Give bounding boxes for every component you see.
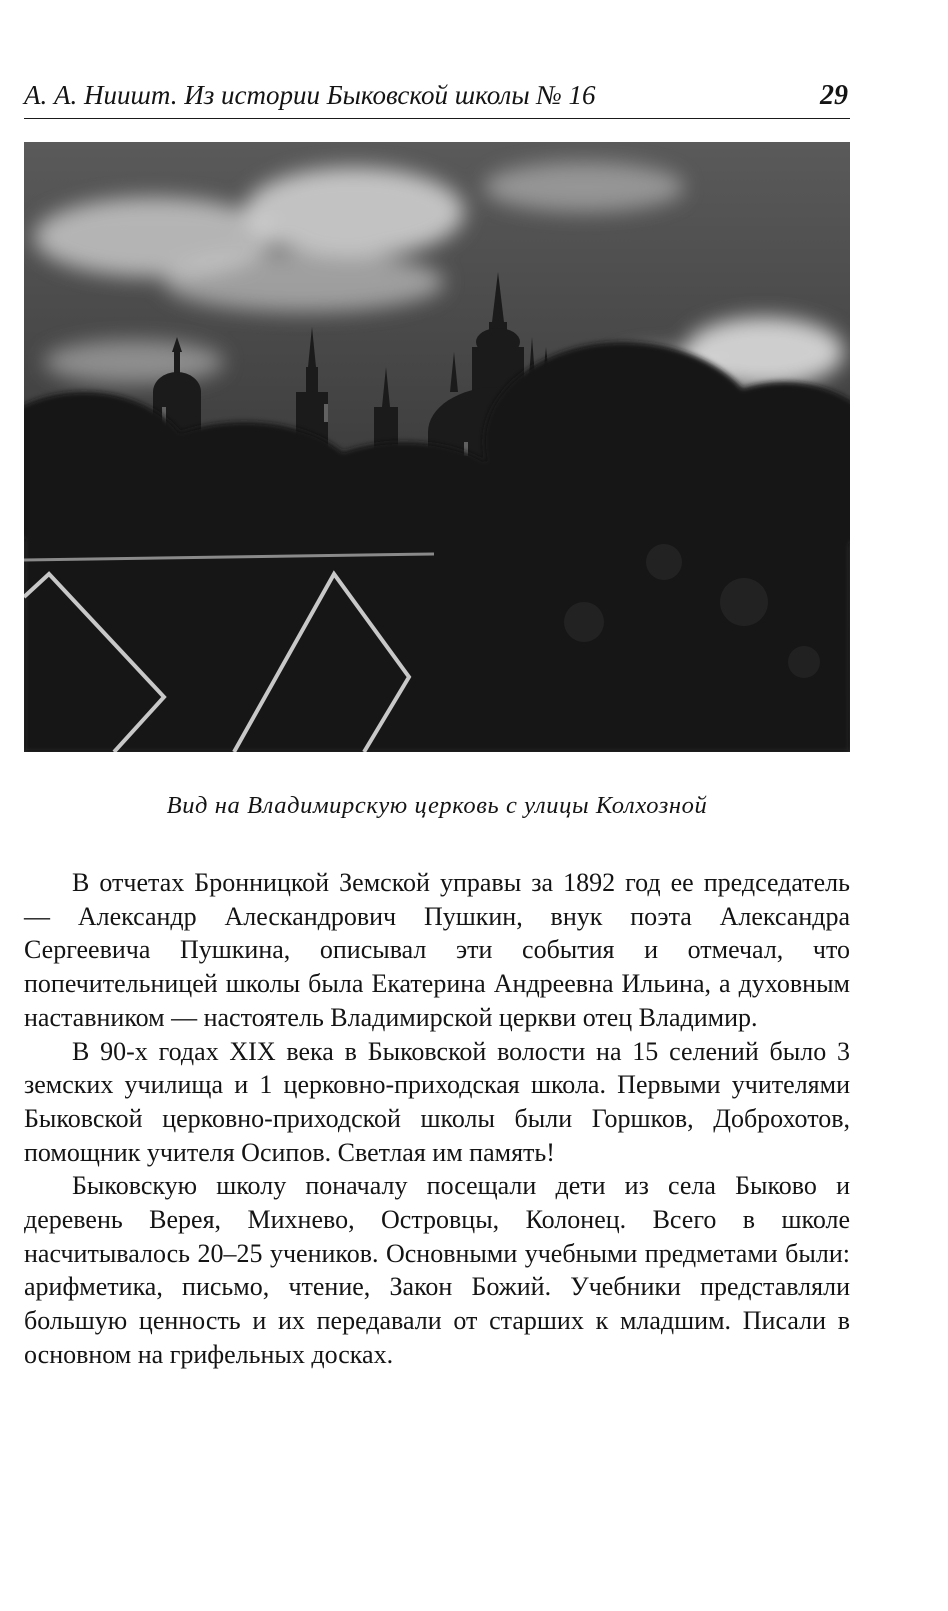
body-text [24, 866, 850, 1372]
header-chapter-title: Из истории Быковской школы № 16 [184, 80, 596, 110]
header-author: А. А. Ниишт. [24, 80, 178, 110]
paragraph: Быковскую школу поначалу посещали дети из села Быково и деревень Верея, Михнево, Островцы, Колонец. Всего в школе насчитывалось 20–25 учеников. Основными учебными предметами были: арифметика, письмо, чтение, Закон Божий. Учебники представляли большую ценность и их передавали от старших к младшим. Писали в основном на грифельных досках. [24, 1171, 850, 1369]
church-photo [24, 142, 850, 752]
running-header [24, 78, 850, 119]
running-header-title [24, 80, 596, 111]
page-number: 29 [820, 80, 848, 111]
figure-caption: Вид на Владимирскую церковь с улицы Колхозной [166, 792, 708, 819]
paragraph: В 90-х годах XIX века в Быковской волости на 15 селений было 3 земских училища и 1 церковно-приходская школа. Первыми учителями Быковской церковно-приходской школы были Горшков, Доброхотов, помощник учителя Осипов. Светлая им память! [24, 1036, 850, 1167]
church-photo-image [24, 142, 850, 752]
paragraph: В отчетах Бронницкой Земской управы за 1892 год ее председатель — Александр Алескандрович Пушкин, внук поэта Александра Сергеевича Пушкина, описывал эти события и отмечал, что попечительницей школы была Екатерина Андреевна Ильина, а духовным наставником — настоятель Владимирской церкви отец Владимир. [24, 868, 850, 1032]
